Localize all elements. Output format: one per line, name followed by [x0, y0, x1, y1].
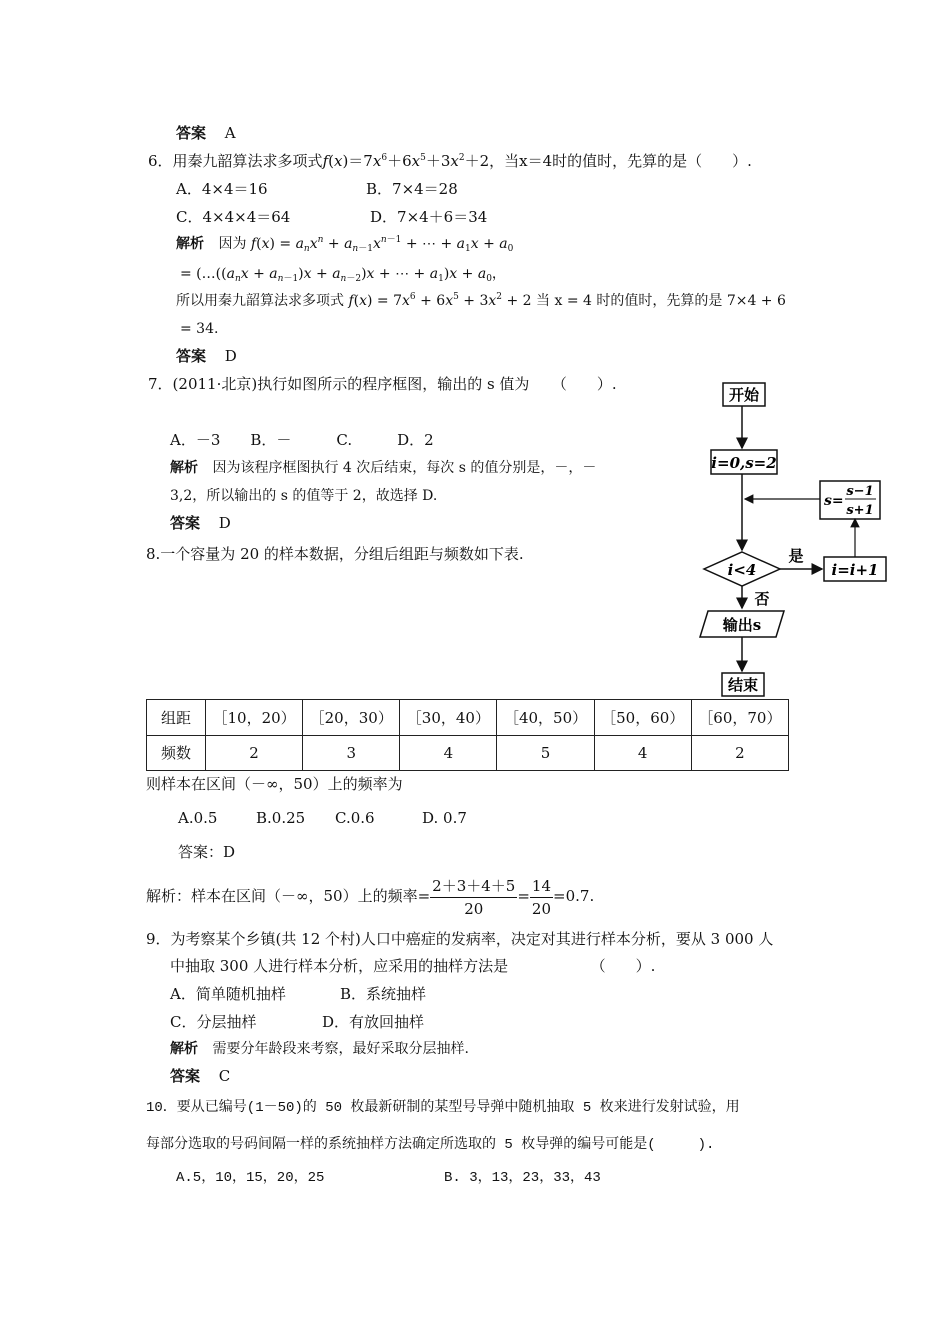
answer-value: A: [224, 124, 236, 142]
flow-yes-label: 是: [788, 547, 804, 565]
q5-answer: [176, 123, 236, 143]
analysis-text: =0.7.: [553, 887, 595, 905]
q6-stem-text: 用秦九韶算法求多项式: [172, 152, 323, 170]
fraction-numerator: 2＋3＋4＋5: [430, 875, 517, 898]
analysis-text: 当 x = 4 时的值时，先算的是 7×4 + 6: [536, 293, 786, 309]
question-number: 6．: [148, 152, 173, 170]
q6-stem: 6．用秦九韶算法求多项式$f(x)=7x^6+6x^5+3x^2+2$，当x＝4时的值时，先算的是（ ）.: [148, 152, 752, 170]
q6-option-b: B．7×4＝28: [366, 180, 458, 198]
analysis-text: 需要分年龄段来考察，最好采取分层抽样.: [212, 1041, 469, 1057]
analysis-text: 因为该程序框图执行 4 次后结束，每次 s 的值分别是，－，－: [212, 460, 597, 476]
q6-option-a: A．4×4＝16: [176, 180, 268, 198]
fraction-numerator: 14: [530, 875, 553, 898]
q9-analysis: [170, 1039, 469, 1059]
q6-analysis-line4: = 34.: [180, 321, 219, 337]
q9-option-c: C．分层抽样: [170, 1013, 257, 1031]
answer-label: 答案: [176, 347, 207, 365]
table-header-cell: 频数: [147, 735, 206, 771]
q9-stem-line2: 中抽取 300 人进行样本分析，应采用的抽样方法是 （ ）.: [170, 957, 656, 975]
fraction-denominator: 20: [464, 899, 484, 918]
q10-option-b: B. 3，13，23，33，43: [444, 1170, 601, 1186]
q9-stem-line1: 9．为考察某个乡镇(共 12 个村)人口中癌症的发病率，决定对其进行样本分析，要从 3 000 人: [146, 930, 774, 948]
table-cell: ［10，20）: [206, 700, 303, 736]
table-row: [147, 700, 789, 736]
analysis-text: 解析：样本在区间（－∞，50）上的频率=: [146, 887, 431, 905]
flow-start-label: 开始: [728, 386, 760, 404]
q7-stem: 7．(2011·北京)执行如图所示的程序框图，输出的 s 值为 （ ）.: [148, 375, 617, 393]
table-cell: ［50，60）: [594, 700, 691, 736]
table-cell: 2: [691, 735, 788, 771]
q10-stem-line2: 每部分选取的号码间隔一样的系统抽样方法确定所选取的 5 枚导弹的编号可能是( ).: [146, 1137, 715, 1153]
flow-output-label: 输出s: [722, 616, 762, 634]
q6-analysis-line3: 所以用秦九韶算法求多项式 $f(x) = 7x^6 + 6x^5 + 3x^2 + 2$ 当 x = 4 时的值时，先算的是 7×4 + 6: [176, 292, 786, 309]
q8-stem: 8.一个容量为 20 的样本数据，分组后组距与频数如下表.: [146, 545, 524, 563]
flow-update-s-num: s−1: [846, 484, 874, 499]
answer-label: 答案: [170, 514, 201, 532]
analysis-label: 解析: [176, 236, 204, 252]
q6-analysis-line2: = ($\dots((a_nx + a_{n-1})x + a_{n-2})x$ + ⋯ + $a_1)x + a_0$，: [180, 266, 506, 284]
q10-option-a: A.5，10，15，20，25: [176, 1170, 325, 1186]
q9-option-a: A．简单随机抽样: [170, 985, 286, 1003]
flow-decision-label: i<4: [727, 561, 757, 579]
q6-analysis-line1: 解析 因为 $f(x) = a_nx^n + a_{n-1}x^{n-1}$ + ⋯ + $a_1x + a_0$: [176, 235, 514, 254]
fraction: [430, 875, 517, 920]
flow-no-label: 否: [754, 590, 770, 608]
q8-option-c: C.0.6: [335, 809, 375, 827]
table-cell: ［20，30）: [303, 700, 400, 736]
table-cell: ［40，50）: [497, 700, 594, 736]
fraction: [530, 875, 553, 920]
answer-label: 答案: [170, 1067, 201, 1085]
flow-update-s-den: s+1: [846, 503, 874, 518]
q8-analysis: [146, 873, 594, 920]
answer-value: D: [224, 347, 237, 365]
table-cell: 5: [497, 735, 594, 771]
q7-analysis-line1: [170, 458, 596, 478]
q8-option-d: D. 0.7: [422, 809, 467, 827]
q8-answer: 答案：D: [178, 843, 236, 861]
flow-update-s-lhs: s=: [824, 493, 844, 509]
table-cell: ［30，40）: [400, 700, 497, 736]
answer-label: 答案: [176, 124, 207, 142]
q9-answer: [170, 1066, 230, 1086]
analysis-text: 所以用秦九韶算法求多项式: [176, 293, 344, 309]
flowchart: [690, 375, 900, 700]
q9-option-d: D．有放回抽样: [322, 1013, 425, 1031]
flow-increment-label: i=i+1: [831, 561, 879, 579]
q7-answer: [170, 513, 231, 533]
table-row: [147, 735, 789, 771]
q10-stem-line1: 10．要从已编号(1－50)的 50 枚最新研制的某型号导弹中随机抽取 5 枚来进行发射试验，用: [146, 1100, 740, 1116]
q7-options: A．－3 B．－ C. D．2: [170, 431, 434, 449]
flow-init-label: i=0,s=2: [711, 454, 777, 472]
answer-value: C: [218, 1067, 231, 1085]
table-cell: 4: [400, 735, 497, 771]
answer-value: D: [218, 514, 231, 532]
q6-option-d: D．7×4＋6＝34: [370, 208, 488, 226]
analysis-label: 解析: [170, 460, 198, 476]
table-header-cell: 组距: [147, 700, 206, 736]
table-cell: ［60，70）: [691, 700, 788, 736]
q8-question: 则样本在区间（－∞，50）上的频率为: [146, 775, 403, 793]
q8-option-a: A.0.5: [178, 809, 218, 827]
analysis-label: 解析: [170, 1041, 198, 1057]
q6-stem-end: ，当x＝4时的值时，先算的是（ ）.: [489, 152, 752, 170]
q7-analysis-line2: 3,2，所以输出的 s 的值等于 2，故选择 D.: [170, 488, 438, 504]
q6-option-c: C．4×4×4＝64: [176, 208, 291, 226]
fraction-denominator: 20: [531, 899, 552, 918]
equals-sign: =: [517, 887, 530, 905]
q8-option-b: B.0.25: [256, 809, 306, 827]
frequency-table: [146, 699, 789, 771]
table-cell: 2: [206, 735, 303, 771]
table-cell: 3: [303, 735, 400, 771]
q6-answer: [176, 346, 237, 366]
table-cell: 4: [594, 735, 691, 771]
q9-option-b: B．系统抽样: [340, 985, 427, 1003]
analysis-text: 因为: [218, 236, 247, 252]
flow-end-label: 结束: [727, 676, 759, 694]
